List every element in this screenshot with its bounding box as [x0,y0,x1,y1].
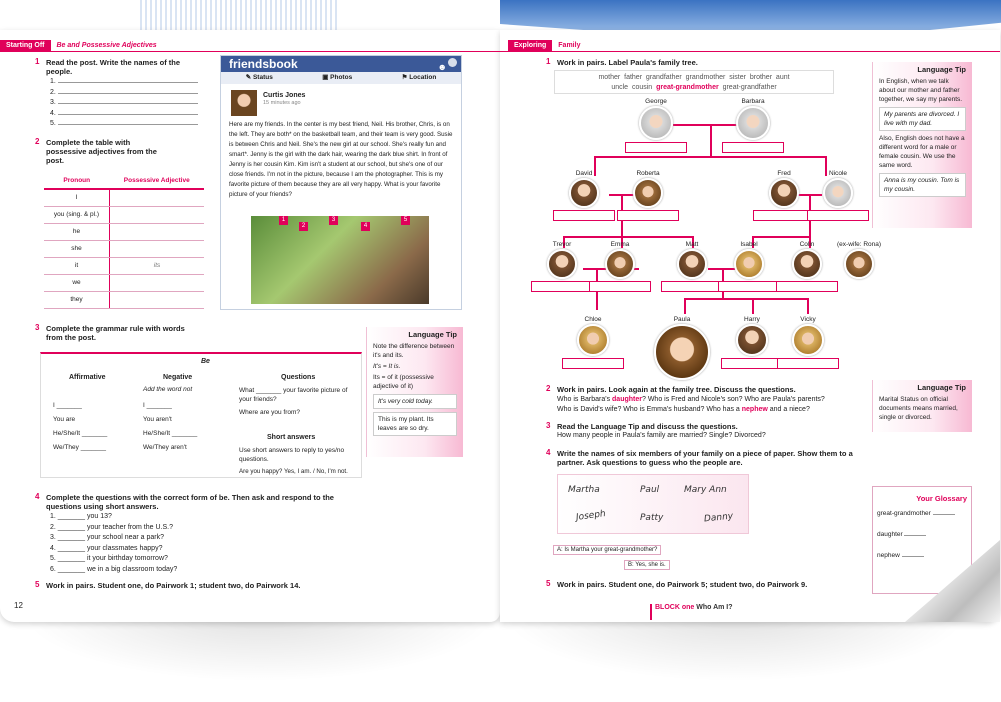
left-page-header [0,40,500,52]
section-title: Family [558,42,581,49]
photo-label: 1 [279,216,288,225]
pronoun-cell: we [44,274,110,291]
word-row [555,73,833,83]
glossary-item[interactable] [877,506,967,521]
question-text: Who is Barbara's [557,396,613,403]
friendsbook-header [221,56,461,72]
item-number: 4. [50,109,56,117]
author-name: Curtis Jones [263,92,306,99]
grammar-box [40,352,362,478]
family-member-harry [721,316,783,369]
exercise-number: 3 [35,323,40,332]
answer-line[interactable] [58,93,198,94]
answer-cell[interactable] [110,189,205,206]
tip-example: It's very cold today. [373,394,457,409]
family-member-colin [776,241,838,292]
exercise-instruction: Work in pairs. Look again at the family tree. Discuss the questions. [557,385,796,394]
language-tip [872,62,972,228]
block-label: BLOCK one [655,604,695,611]
answer-line[interactable] [58,103,198,104]
label-blank[interactable] [625,142,687,153]
exercise-number: 2 [546,384,551,393]
word-row [555,83,833,93]
family-member-barbara [722,98,784,153]
label-blank[interactable] [807,210,869,221]
nav-photos[interactable]: ▣ Photos [322,74,353,81]
member-name: Matt [685,241,699,248]
handwritten-note [557,474,749,534]
portrait [639,106,673,140]
question-item[interactable]: 5. _______ it your birthday tomorrow? [50,555,168,562]
family-member-rona [837,241,881,279]
tip-title: Language Tip [408,330,457,339]
language-tip [366,327,463,457]
portrait [823,178,853,208]
exercise-number: 3 [546,421,551,430]
section-tag: Exploring [508,40,552,52]
grammar-item: You aren't [143,416,172,423]
column-header: Questions [281,374,316,381]
question-text: ? Who is Fred and Nicole's son? Who are Paula's parents? [641,396,825,403]
answer-line[interactable] [58,124,198,125]
question-item[interactable]: 1. _______ you 13? [50,513,112,520]
tip-title: Language Tip [917,383,966,392]
question-text: and a niece? [767,406,810,413]
tree-line [807,298,809,314]
question-line [557,405,872,415]
member-name: (ex-wife: Rona) [837,241,882,248]
grammar-item[interactable]: I _______ [143,402,172,409]
grammar-item[interactable]: We/They _______ [53,444,106,451]
member-name: Chloe [584,316,602,323]
word: uncle [611,84,629,91]
table-row [44,223,204,240]
grammar-title: Be [201,358,210,365]
grammar-item[interactable]: What _______ your favorite picture of your friends? [239,387,348,403]
word: aunt [775,74,790,81]
member-name: Paula [673,316,691,323]
word: brother [749,74,773,81]
nav-label: Status [252,74,273,81]
label-blank[interactable] [531,281,593,292]
photo-label: 2 [299,222,308,231]
word: father [624,74,643,81]
section-title: Be and Possessive Adjectives [56,42,157,49]
item-number: 1. [50,78,56,85]
section-tag: Starting Off [0,40,51,52]
table-row [44,274,204,291]
friendsbook-nav [221,72,461,84]
exercise-instruction: Work in pairs. Label Paula's family tree. [557,58,698,67]
family-member-emma [589,241,651,292]
friendsbook-logo: friendsbook [229,57,298,71]
friends-icon[interactable]: ☻ [437,62,447,72]
label-blank[interactable] [718,281,780,292]
family-member-matt [661,241,723,292]
exercise-number: 1 [35,57,40,66]
short-answers-text: Use short answers to reply to yes/no questions. [239,447,345,463]
page-shadow [20,612,500,682]
member-name: Harry [744,316,760,323]
answer-cell[interactable] [110,274,205,291]
handwritten-name: Patty [640,513,664,523]
language-tip [872,380,972,432]
family-member-roberta [617,170,679,221]
answer-line[interactable] [58,114,198,115]
member-name: Nicole [828,170,848,177]
question-line [557,395,872,405]
tip-text: Note the difference between it's and its. [373,343,455,359]
highlight-word: daughter [612,396,642,403]
nav-status[interactable]: ✎ Status [245,74,273,81]
question-list [50,512,177,575]
tree-line [594,156,826,158]
grammar-item: We/They aren't [143,444,187,451]
answer-cell[interactable] [110,240,205,257]
portrait [605,249,635,279]
exercise-instruction: Work in pairs. Student one, do Pairwork 5; student two, do Pairwork 9. [557,580,808,589]
family-member-isabel [718,241,780,292]
exercise-instruction: Complete the questions with the correct form of be. Then ask and respond to the questions using short answers. [46,493,334,511]
label-blank[interactable] [777,358,839,369]
glossary-line[interactable] [933,514,955,515]
portrait [547,249,577,279]
word: great-grandmother [656,84,719,91]
negative-list [143,399,197,455]
tip-text: In English, when we talk about our mother and father together, we say my parents. [879,78,963,103]
label-blank[interactable] [721,358,783,369]
questions-list [239,386,357,417]
pronoun-cell: it [44,257,110,274]
family-member-trevor [531,241,593,292]
portrait [569,178,599,208]
tree-line [563,236,693,238]
tree-line [684,298,686,314]
word-bank [554,70,834,94]
photo-label: 3 [329,216,338,225]
handwritten-name: Mary Ann [684,485,727,495]
glossary-word: nephew [877,552,900,559]
exercise-number: 5 [546,579,551,588]
question-item[interactable]: 4. _______ your classmates happy? [50,544,163,552]
portrait [769,178,799,208]
post-text: Here are my friends. In the center is my best friend, Neil. His brother, Chris, is on the left. They are both* on the basketball team, and their team is very good. Susie is between Chris and Neil. She's the new girl at our school. She's really fun and smart*. Jenny is the girl with the dark hair, wearing the dark blue shirt. In front of Jenny is her cousin Kim. Kim isn't a student at our school, but she's one of our close friends. I'm not in the picture, because I am the photographer. This is my favorite picture of them because they are all very happy. What is your favorite picture of your friends? [229,121,453,198]
glossary-item[interactable] [877,548,967,563]
globe-icon[interactable] [448,58,457,67]
word: sister [729,74,746,81]
label-blank[interactable] [553,210,615,221]
tip-text: Its = of it (possessive adjective of it) [373,374,434,390]
member-name: David [575,170,593,177]
block-title: Who Am I? [696,604,733,611]
answer-list [50,77,205,130]
tip-text: Marital Status on official documents means married, single or divorced. [879,396,958,421]
question-item[interactable]: 3. _______ your school near a park? [50,534,165,541]
highlight-word: nephew [741,406,768,413]
exercise-instruction: Write the names of six members of your family on a piece of paper. Show them to a partner. Ask questions to guess who the people are. [557,449,853,467]
exercise-instruction: Read the post. Write the names of the people. [46,58,181,76]
table-row [44,189,204,206]
discussion-questions [557,395,872,415]
exercise-number: 4 [35,492,40,501]
short-answers-example: Are you happy? Yes, I am. / No, I'm not. [239,468,348,475]
portrait [654,324,710,380]
footer-block [650,604,733,620]
tree-line [684,298,808,300]
grammar-item: Where are you from? [239,409,301,416]
member-name: Trevor [552,241,572,248]
member-name: Barbara [741,98,765,105]
word: great-grandfather [722,84,777,91]
answer-cell[interactable] [110,206,205,223]
photo-label: 4 [361,222,370,231]
grammar-item[interactable]: He/She/It _______ [143,430,198,437]
short-answers-header: Short answers [267,434,316,441]
nav-location[interactable]: ⚑ Location [401,74,437,81]
post-time: 15 minutes ago [263,100,301,106]
member-name: Colin [799,241,815,248]
item-number: 5. [50,120,56,127]
family-member-chloe [562,316,624,369]
item-number: 3. [50,99,56,106]
family-member-fred [753,170,815,221]
portrait [577,324,609,356]
family-member-paula [654,316,710,380]
portrait [736,106,770,140]
portrait [792,249,822,279]
handwritten-name: Danny [703,511,734,525]
glossary-line[interactable] [902,556,924,557]
column-header: Affirmative [69,374,106,381]
handwritten-name: Joseph [575,508,607,524]
label-blank[interactable] [661,281,723,292]
pronoun-cell: she [44,240,110,257]
question-item[interactable]: 2. _______ your teacher from the U.S.? [50,523,173,531]
label-blank[interactable] [722,142,784,153]
handwritten-name: Paul [640,485,660,495]
column-header: Negative [163,374,193,381]
glossary-title: Your Glossary [916,494,967,503]
pronoun-table [44,172,204,309]
column-header: Pronoun [44,172,110,189]
word: grandmother [685,74,726,81]
question-item[interactable]: 6. _______ we in a big classroom today? [50,565,178,573]
member-name: Isabel [740,241,758,248]
friendsbook-post [220,55,462,310]
table-row [44,206,204,223]
answer-cell[interactable]: its [110,257,205,274]
portrait [734,249,764,279]
family-member-david [553,170,615,221]
exercise-number: 1 [546,57,551,66]
tip-text: Also, English does not have a different word for a male or female cousin. We use the same word. [879,135,965,169]
exercise-instruction: Read the Language Tip and discuss the questions. [557,422,738,431]
portrait [844,249,874,279]
family-member-george [625,98,687,153]
member-name: Fred [777,170,791,177]
exercise-number: 2 [35,137,40,146]
right-page-header [500,40,1000,52]
label-blank[interactable] [617,210,679,221]
question-line: How many people in Paula's family are married? Single? Divorced? [557,432,766,439]
tree-line [710,124,712,156]
portrait [633,178,663,208]
tip-example: Anna is my cousin. Tom is my cousin. [879,173,966,197]
exercise-instruction: Complete the grammar rule with words from the post. [46,324,185,342]
family-member-nicole [807,170,869,221]
table-row [44,291,204,308]
avatar [231,90,257,116]
affirmative-list [53,399,107,455]
glossary-word: daughter [877,531,903,538]
question-text: Who is David's wife? Who is Emma's husband? Who has a [557,406,742,413]
speech-bubble-b: B: Yes, she is. [624,560,670,570]
member-name: George [645,98,667,105]
member-name: Roberta [636,170,660,177]
label-blank[interactable] [753,210,815,221]
word: cousin [631,84,653,91]
exercise-instruction: Work in pairs. Student one, do Pairwork 1; student two, do Pairwork 14. [46,581,301,590]
grammar-item: You are [53,416,76,423]
tip-example: My parents are divorced. I live with my dad. [879,107,966,131]
portrait [736,324,768,356]
tree-line [752,236,810,238]
glossary-item[interactable] [877,527,967,542]
portrait [792,324,824,356]
answer-line[interactable] [58,82,198,83]
column-header: Possessive Adjective [110,172,205,189]
tree-line [752,298,754,314]
tip-text: It's = It is. [373,363,401,370]
glossary-line[interactable] [904,535,926,536]
answer-cell[interactable] [110,223,205,240]
item-number: 2. [50,88,56,96]
tip-title: Language Tip [917,65,966,74]
label-blank[interactable] [562,358,624,369]
exercise-number: 5 [35,580,40,589]
label-blank[interactable] [589,281,651,292]
table-row [44,240,204,257]
exercise-number: 4 [546,448,551,457]
photo-label: 5 [401,216,410,225]
label-blank[interactable] [776,281,838,292]
word: grandfather [645,74,682,81]
member-name: Emma [610,241,630,248]
page-number: 12 [14,601,23,610]
pronoun-cell: I [44,189,110,206]
glossary-word: great-grandmother [877,510,931,517]
speech-bubble-a: A: Is Martha your great-grandmother? [553,545,661,555]
page-shadow [500,612,970,682]
tip-example: This is my plant. Its leaves are so dry. [373,412,457,436]
pronoun-cell: he [44,223,110,240]
handwritten-name: Martha [568,485,600,495]
portrait [677,249,707,279]
grammar-item[interactable]: He/She/It _______ [53,430,108,437]
friends-photo [251,216,429,304]
answer-cell[interactable] [110,291,205,308]
grammar-item[interactable]: I _______ [53,402,82,409]
word: mother [598,74,621,81]
exercise-instruction: Complete the table with possessive adjectives from the post. [46,138,157,165]
member-name: Vicky [800,316,816,323]
pronoun-cell: you (sing. & pl.) [44,206,110,223]
pronoun-cell: they [44,291,110,308]
nav-label: Location [409,74,437,81]
family-member-vicky [777,316,839,369]
negative-note: Add the word not [143,386,193,393]
nav-label: Photos [330,74,353,81]
table-row [44,257,204,274]
